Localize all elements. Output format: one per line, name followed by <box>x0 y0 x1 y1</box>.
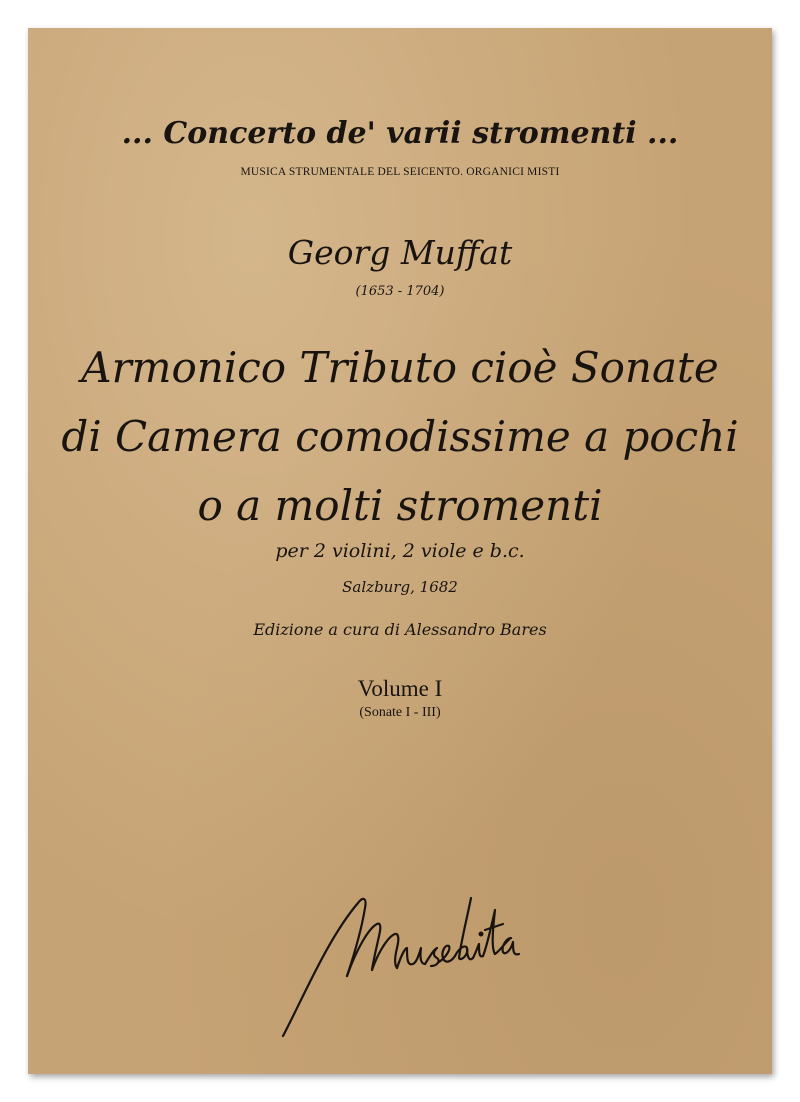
score-cover <box>28 28 772 1074</box>
place-year: Salzburg, 1682 <box>342 578 458 596</box>
volume-contents: (Sonate I - III) <box>359 705 441 720</box>
composer-name: Georg Muffat <box>287 233 513 272</box>
series-subtitle: MUSICA STRUMENTALE DEL SEICENTO. ORGANICI MISTI <box>240 166 560 178</box>
work-title-line-1: Armonico Tributo cioè Sonate <box>81 343 719 392</box>
work-title-line-3: o a molti stromenti <box>197 481 603 530</box>
instrumentation: per 2 violini, 2 viole e b.c. <box>275 540 525 562</box>
work-title-line-2: di Camera comodissime a pochi <box>61 412 739 461</box>
volume-label: Volume I <box>357 676 443 701</box>
series-title: ... Concerto de' varii stromenti ... <box>121 116 679 151</box>
musedita-logo <box>273 858 543 1043</box>
composer-dates: (1653 - 1704) <box>355 284 445 299</box>
work-title <box>28 333 772 540</box>
editor-credit: Edizione a cura di Alessandro Bares <box>253 620 547 639</box>
